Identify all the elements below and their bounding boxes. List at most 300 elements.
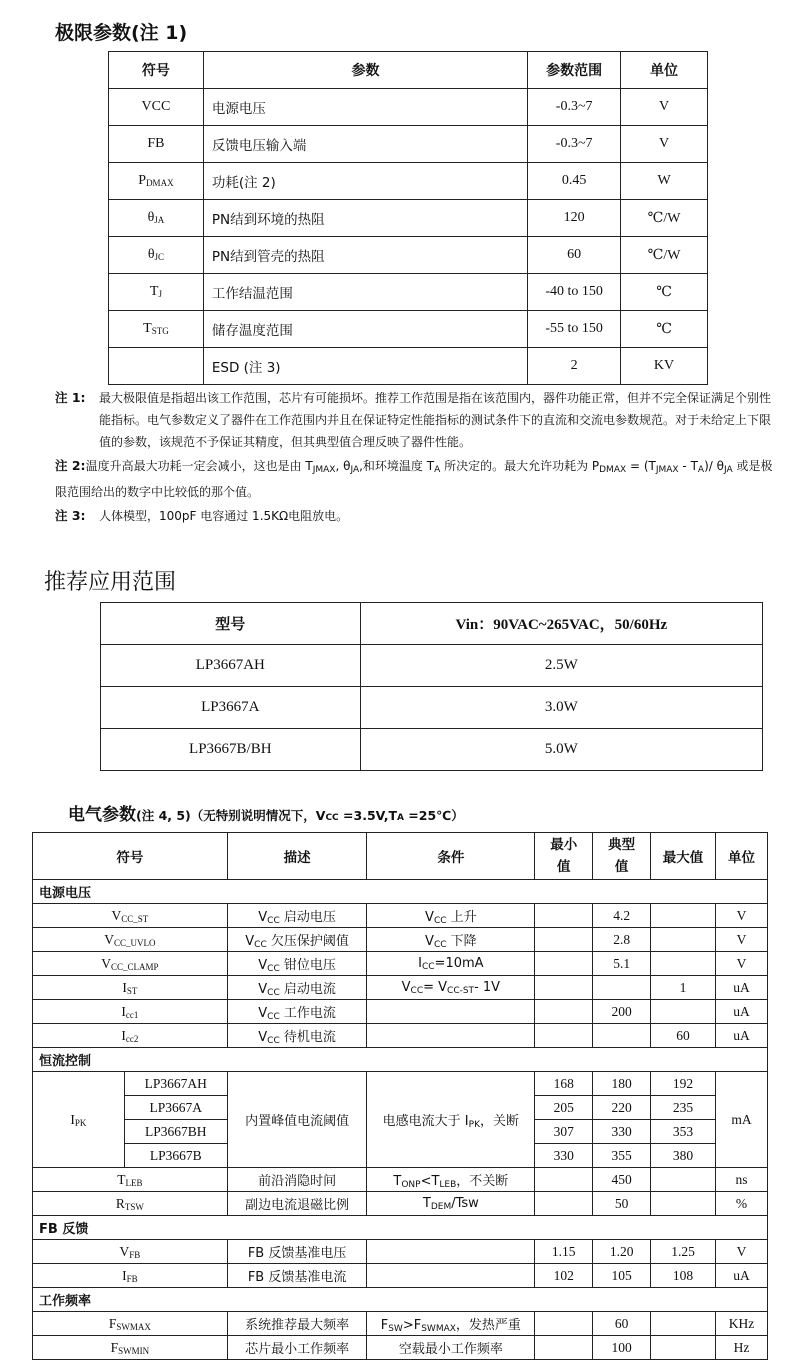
note-2-text: 温度升高最大功耗一定会减小，这也是由 T [85, 459, 313, 473]
symbol-text: VCC [141, 99, 171, 114]
section-row [33, 880, 768, 904]
symbol-cell [109, 237, 204, 274]
desc-sub: CC [254, 939, 267, 950]
desc-prefix: V [258, 957, 268, 973]
cond-cell [367, 1072, 535, 1168]
desc-cell [227, 1024, 367, 1048]
max-cell: 1 [651, 976, 716, 1000]
symbol-sub: J [158, 289, 162, 299]
range-cell: 2 [528, 348, 621, 385]
typ-cell: 330 [593, 1120, 651, 1144]
range-cell: 60 [528, 237, 621, 274]
cond-text: 下降 [446, 933, 477, 949]
table-row [101, 729, 763, 771]
min-cell [535, 928, 593, 952]
symbol-sub: cc1 [125, 1009, 139, 1020]
unit-cell: V [716, 952, 768, 976]
desc-cell: FB 反馈基准电流 [227, 1264, 367, 1288]
cond-cell [367, 1000, 535, 1024]
table-row [109, 237, 708, 274]
electrical-title-note [136, 808, 464, 823]
table-row [33, 1264, 768, 1288]
symbol-text: I [70, 1111, 75, 1127]
desc-sub: CC [267, 1011, 280, 1022]
symbol-sub: ST [126, 985, 138, 996]
max-cell [651, 1312, 716, 1336]
table-row [33, 1240, 768, 1264]
recommended-body [101, 645, 763, 771]
power-cell: 5.0W [360, 729, 762, 771]
symbol-sub: DMAX [146, 178, 174, 188]
typ-cell: 200 [593, 1000, 651, 1024]
desc-prefix: V [258, 1005, 268, 1021]
note-2-text: , θ [335, 459, 351, 473]
desc-cell [227, 952, 367, 976]
cond-prefix: I [418, 955, 422, 971]
cond-cell [367, 1240, 535, 1264]
model-cell: LP3667AH [101, 645, 361, 687]
model-cell: LP3667A [124, 1096, 227, 1120]
desc-cell [227, 928, 367, 952]
header-range: 参数范围 [528, 52, 621, 89]
desc-cell: FB 反馈基准电压 [227, 1240, 367, 1264]
title-note-sub: A [396, 813, 404, 823]
symbol-cell [33, 1264, 228, 1288]
typ-cell: 4.2 [593, 904, 651, 928]
symbol-cell [33, 1000, 228, 1024]
table-row [109, 89, 708, 126]
section-row [33, 1288, 768, 1312]
note-2-text: ,和环境温度 T [359, 459, 435, 473]
min-cell [535, 976, 593, 1000]
note-2-text: 或是极限范围给出的数字中比较低的那个值。 [55, 459, 773, 499]
cond-sub: CC [410, 985, 424, 996]
typ-cell: 60 [593, 1312, 651, 1336]
unit-cell: mA [716, 1072, 768, 1168]
symbol-cell [109, 274, 204, 311]
unit-cell: uA [716, 1000, 768, 1024]
section-label: 工作频率 [33, 1288, 768, 1312]
symbol-text: I [121, 1003, 126, 1019]
table-row [109, 126, 708, 163]
cond-sub: CC [433, 915, 447, 926]
desc-cell: 系统推荐最大频率 [227, 1312, 367, 1336]
desc-text: 启动电压 [279, 909, 336, 925]
title-note-text: (注 4, 5)（无特别说明情况下，V [136, 808, 326, 823]
title-note-text: =25℃） [403, 808, 464, 823]
desc-cell [227, 976, 367, 1000]
param-cell: 储存温度范围 [203, 311, 527, 348]
symbol-cell [33, 1024, 228, 1048]
symbol-text: P [138, 173, 147, 188]
symbol-text: V [119, 1243, 130, 1259]
abs-max-title: 极限参数(注 1) [55, 22, 188, 44]
symbol-cell [109, 163, 204, 200]
note-3 [55, 505, 775, 527]
param-cell: ESD (注 3) [203, 348, 527, 385]
typ-cell: 5.1 [593, 952, 651, 976]
symbol-cell [33, 1336, 228, 1360]
electrical-title-main: 电气参数 [68, 805, 136, 825]
table-row [109, 311, 708, 348]
note-1-text: 最大极限值是指超出该工作范围，芯片有可能损坏。推荐工作范围是指在该范围内，器件功能正常，但并不完全保证满足个别性能指标。电气参数定义了器件在工作范围内并且在保证特定性能指标的测试条件下的直流和交流电参数规范。对于未给定上下限值的参数，该规范不予保证其精度，但其典型值合理反映了器件性能。 [99, 391, 772, 449]
table-row [33, 1336, 768, 1360]
symbol-text: V [101, 955, 111, 971]
cond-sub: CC [433, 939, 447, 950]
param-cell: 工作结温范围 [203, 274, 527, 311]
cond-text: T [393, 1173, 402, 1189]
table-row [109, 274, 708, 311]
desc-sub: CC [267, 963, 280, 974]
note-1 [55, 387, 775, 453]
desc-sub: CC [267, 915, 280, 926]
unit-cell: V [621, 126, 708, 163]
min-cell: 330 [535, 1144, 593, 1168]
note-2-sub: JMAX [312, 465, 336, 475]
table-row [109, 163, 708, 200]
cond-cell [367, 928, 535, 952]
typ-cell: 1.20 [593, 1240, 651, 1264]
unit-cell: KHz [716, 1312, 768, 1336]
symbol-cell [33, 952, 228, 976]
electrical-table [32, 832, 768, 1360]
cond-text: - 1V [474, 979, 501, 995]
range-cell: -0.3~7 [528, 126, 621, 163]
min-cell [535, 1000, 593, 1024]
unit-cell: uA [716, 976, 768, 1000]
cond-sub: SWMAX [421, 1323, 456, 1334]
recommended-table [100, 602, 763, 771]
unit-cell: V [716, 904, 768, 928]
unit-cell: V [621, 89, 708, 126]
cond-prefix: V [425, 909, 434, 925]
unit-cell: KV [621, 348, 708, 385]
unit-cell: ℃/W [621, 200, 708, 237]
min-cell [535, 1024, 593, 1048]
symbol-sub: STG [151, 326, 169, 336]
desc-text: 工作电流 [279, 1005, 336, 1021]
header-symbol: 符号 [33, 833, 228, 880]
table-row [33, 1312, 768, 1336]
desc-cell [227, 1000, 367, 1024]
cond-cell [367, 1192, 535, 1216]
cond-sub: CC [421, 961, 435, 972]
table-row [33, 1000, 768, 1024]
unit-cell: ℃ [621, 311, 708, 348]
symbol-text: I [122, 1267, 127, 1283]
desc-prefix: V [245, 933, 255, 949]
max-cell: 353 [651, 1120, 716, 1144]
cond-sub: CC-ST [447, 985, 475, 996]
param-cell: 反馈电压输入端 [203, 126, 527, 163]
min-cell [535, 1312, 593, 1336]
symbol-sub: SWMAX [116, 1321, 151, 1332]
note-3-label: 注 3: [55, 508, 86, 523]
symbol-text: T [149, 284, 159, 299]
symbol-sub: SWMIN [118, 1345, 150, 1356]
cond-text: ，发热严重 [455, 1317, 521, 1333]
notes-block [55, 387, 775, 527]
unit-cell: % [716, 1192, 768, 1216]
table-header-row [101, 603, 763, 645]
desc-cell: 副边电流退磁比例 [227, 1192, 367, 1216]
table-row [33, 976, 768, 1000]
cond-cell: 空载最小工作频率 [367, 1336, 535, 1360]
typ-cell: 450 [593, 1168, 651, 1192]
desc-text: 欠压保护阈值 [266, 933, 349, 949]
header-unit: 单位 [621, 52, 708, 89]
table-header-row [109, 52, 708, 89]
symbol-text: T [117, 1171, 126, 1187]
min-cell: 102 [535, 1264, 593, 1288]
typ-cell [593, 976, 651, 1000]
symbol-cell [33, 928, 228, 952]
unit-cell: V [716, 1240, 768, 1264]
param-cell: PN结到管壳的热阻 [203, 237, 527, 274]
typ-cell: 100 [593, 1336, 651, 1360]
desc-prefix: V [258, 909, 268, 925]
symbol-sub: LEB [125, 1177, 143, 1188]
symbol-sub: FB [129, 1249, 141, 1260]
desc-cell: 内置峰值电流阈值 [227, 1072, 367, 1168]
cond-text: <T [420, 1173, 440, 1189]
note-2-text: 所决定的。最大允许功耗为 P [440, 459, 600, 473]
cond-cell [367, 1312, 535, 1336]
title-note-sub: CC [325, 813, 339, 823]
table-row [33, 1168, 768, 1192]
max-cell [651, 1000, 716, 1024]
min-cell [535, 1336, 593, 1360]
unit-cell: W [621, 163, 708, 200]
min-cell: 1.15 [535, 1240, 593, 1264]
unit-cell: uA [716, 1024, 768, 1048]
min-cell [535, 904, 593, 928]
desc-cell [227, 904, 367, 928]
note-2-sub: JA [350, 465, 360, 475]
table-row [109, 200, 708, 237]
symbol-sub: JA [154, 215, 165, 225]
symbol-sub: CC_UVLO [113, 937, 156, 948]
note-2-sub: JA [723, 465, 733, 475]
electrical-title [68, 800, 464, 825]
table-row [33, 1192, 768, 1216]
symbol-cell [33, 1168, 228, 1192]
min-cell: 307 [535, 1120, 593, 1144]
max-cell [651, 1168, 716, 1192]
table-row [101, 645, 763, 687]
symbol-sub: CC_ST [121, 913, 149, 924]
cond-text: F [380, 1317, 389, 1333]
symbol-sub: JC [154, 252, 165, 262]
min-cell [535, 1192, 593, 1216]
header-unit: 单位 [716, 833, 768, 880]
cond-cell [367, 952, 535, 976]
symbol-cell [109, 311, 204, 348]
header-typ-label: 典型值 [608, 837, 636, 875]
abs-max-body [109, 89, 708, 385]
table-row [33, 952, 768, 976]
cond-text: ，不关断 [456, 1173, 509, 1189]
symbol-text: I [122, 979, 127, 995]
max-cell: 60 [651, 1024, 716, 1048]
desc-cell: 前沿消隐时间 [227, 1168, 367, 1192]
header-min [535, 833, 593, 880]
typ-cell: 180 [593, 1072, 651, 1096]
power-cell: 3.0W [360, 687, 762, 729]
symbol-text: FB [147, 136, 165, 151]
max-cell [651, 1192, 716, 1216]
typ-cell [593, 1024, 651, 1048]
header-min-label: 最小值 [550, 837, 578, 875]
header-model: 型号 [101, 603, 361, 645]
note-3-text: 人体模型，100pF 电容通过 1.5KΩ电阻放电。 [99, 509, 349, 523]
min-cell: 205 [535, 1096, 593, 1120]
table-header-row [33, 833, 768, 880]
symbol-cell [109, 348, 204, 385]
note-2-text: - T [678, 459, 698, 473]
cond-text: = V [423, 979, 448, 995]
unit-cell: V [716, 928, 768, 952]
symbol-sub: FB [126, 1273, 138, 1284]
symbol-text: V [111, 907, 122, 923]
cond-text: ，关断 [479, 1113, 519, 1129]
range-cell: -55 to 150 [528, 311, 621, 348]
cond-text: >F [402, 1317, 422, 1333]
unit-cell: ℃/W [621, 237, 708, 274]
cond-text: 上升 [446, 909, 477, 925]
title-note-text: =3.5V,T [338, 808, 397, 823]
symbol-text: F [110, 1339, 119, 1355]
cond-cell [367, 1168, 535, 1192]
min-cell [535, 952, 593, 976]
header-max: 最大值 [651, 833, 716, 880]
table-row [101, 687, 763, 729]
symbol-text: I [121, 1027, 126, 1043]
desc-prefix: V [258, 1029, 268, 1045]
header-symbol: 符号 [109, 52, 204, 89]
typ-cell: 50 [593, 1192, 651, 1216]
symbol-cell [33, 1072, 125, 1168]
symbol-text: T [143, 321, 152, 336]
symbol-cell [33, 904, 228, 928]
max-cell [651, 928, 716, 952]
range-cell: 120 [528, 200, 621, 237]
desc-sub: CC [267, 987, 280, 998]
desc-text: 启动电流 [279, 981, 336, 997]
note-2 [55, 455, 775, 503]
symbol-cell [33, 976, 228, 1000]
cond-cell [367, 1264, 535, 1288]
range-cell: -40 to 150 [528, 274, 621, 311]
max-cell: 1.25 [651, 1240, 716, 1264]
note-2-sub: JMAX [655, 465, 679, 475]
cond-sub: LEB [439, 1179, 457, 1190]
header-desc: 描述 [227, 833, 367, 880]
model-cell: LP3667B [124, 1144, 227, 1168]
symbol-cell [109, 89, 204, 126]
abs-max-table [108, 51, 708, 385]
max-cell: 108 [651, 1264, 716, 1288]
typ-cell: 220 [593, 1096, 651, 1120]
typ-cell: 105 [593, 1264, 651, 1288]
desc-sub: CC [267, 1035, 280, 1046]
table-row [33, 928, 768, 952]
desc-cell: 芯片最小工作频率 [227, 1336, 367, 1360]
note-2-text: = (T [626, 459, 656, 473]
cond-cell [367, 976, 535, 1000]
symbol-cell [109, 126, 204, 163]
table-row [33, 904, 768, 928]
cond-prefix: V [425, 933, 434, 949]
max-cell [651, 904, 716, 928]
desc-text: 钳位电压 [279, 957, 336, 973]
param-cell: 电源电压 [203, 89, 527, 126]
section-label: FB 反馈 [33, 1216, 768, 1240]
unit-cell: uA [716, 1264, 768, 1288]
unit-cell: Hz [716, 1336, 768, 1360]
unit-cell: ℃ [621, 274, 708, 311]
range-cell: 0.45 [528, 163, 621, 200]
cond-text: /Tsw [451, 1195, 479, 1211]
cond-sub: PK [468, 1119, 480, 1130]
note-2-sub: DMAX [599, 465, 627, 475]
desc-text: 待机电流 [279, 1029, 336, 1045]
model-cell: LP3667BH [124, 1120, 227, 1144]
cond-cell [367, 1024, 535, 1048]
cond-sub: ONP [401, 1179, 421, 1190]
header-param: 参数 [203, 52, 527, 89]
note-2-sub: A [434, 465, 441, 475]
cond-text: T [422, 1195, 431, 1211]
symbol-text: V [104, 931, 114, 947]
max-cell [651, 952, 716, 976]
symbol-sub: PK [74, 1117, 87, 1128]
table-row [33, 1072, 768, 1096]
symbol-text: R [115, 1195, 125, 1211]
param-cell: PN结到环境的热阻 [203, 200, 527, 237]
header-vin: Vin：90VAC~265VAC，50/60Hz [360, 603, 762, 645]
note-2-sub: A [697, 465, 705, 475]
symbol-sub: CC_CLAMP [110, 961, 159, 972]
symbol-cell [33, 1240, 228, 1264]
cond-sub: DEM [430, 1201, 452, 1212]
header-cond: 条件 [367, 833, 535, 880]
symbol-text: θ [147, 210, 155, 225]
desc-prefix: V [258, 981, 268, 997]
symbol-sub: cc2 [125, 1033, 139, 1044]
model-cell: LP3667AH [124, 1072, 227, 1096]
max-cell: 192 [651, 1072, 716, 1096]
symbol-cell [33, 1192, 228, 1216]
symbol-cell [33, 1312, 228, 1336]
min-cell [535, 1168, 593, 1192]
model-cell: LP3667A [101, 687, 361, 729]
section-label: 电源电压 [33, 880, 768, 904]
table-row [33, 1024, 768, 1048]
cond-cell [367, 904, 535, 928]
range-cell: -0.3~7 [528, 89, 621, 126]
max-cell [651, 1336, 716, 1360]
param-cell: 功耗(注 2) [203, 163, 527, 200]
model-cell: LP3667B/BH [101, 729, 361, 771]
note-1-label: 注 1: [55, 390, 86, 405]
section-label: 恒流控制 [33, 1048, 768, 1072]
max-cell: 380 [651, 1144, 716, 1168]
cond-prefix: V [401, 979, 411, 995]
power-cell: 2.5W [360, 645, 762, 687]
symbol-cell [109, 200, 204, 237]
symbol-sub: TSW [124, 1201, 144, 1212]
